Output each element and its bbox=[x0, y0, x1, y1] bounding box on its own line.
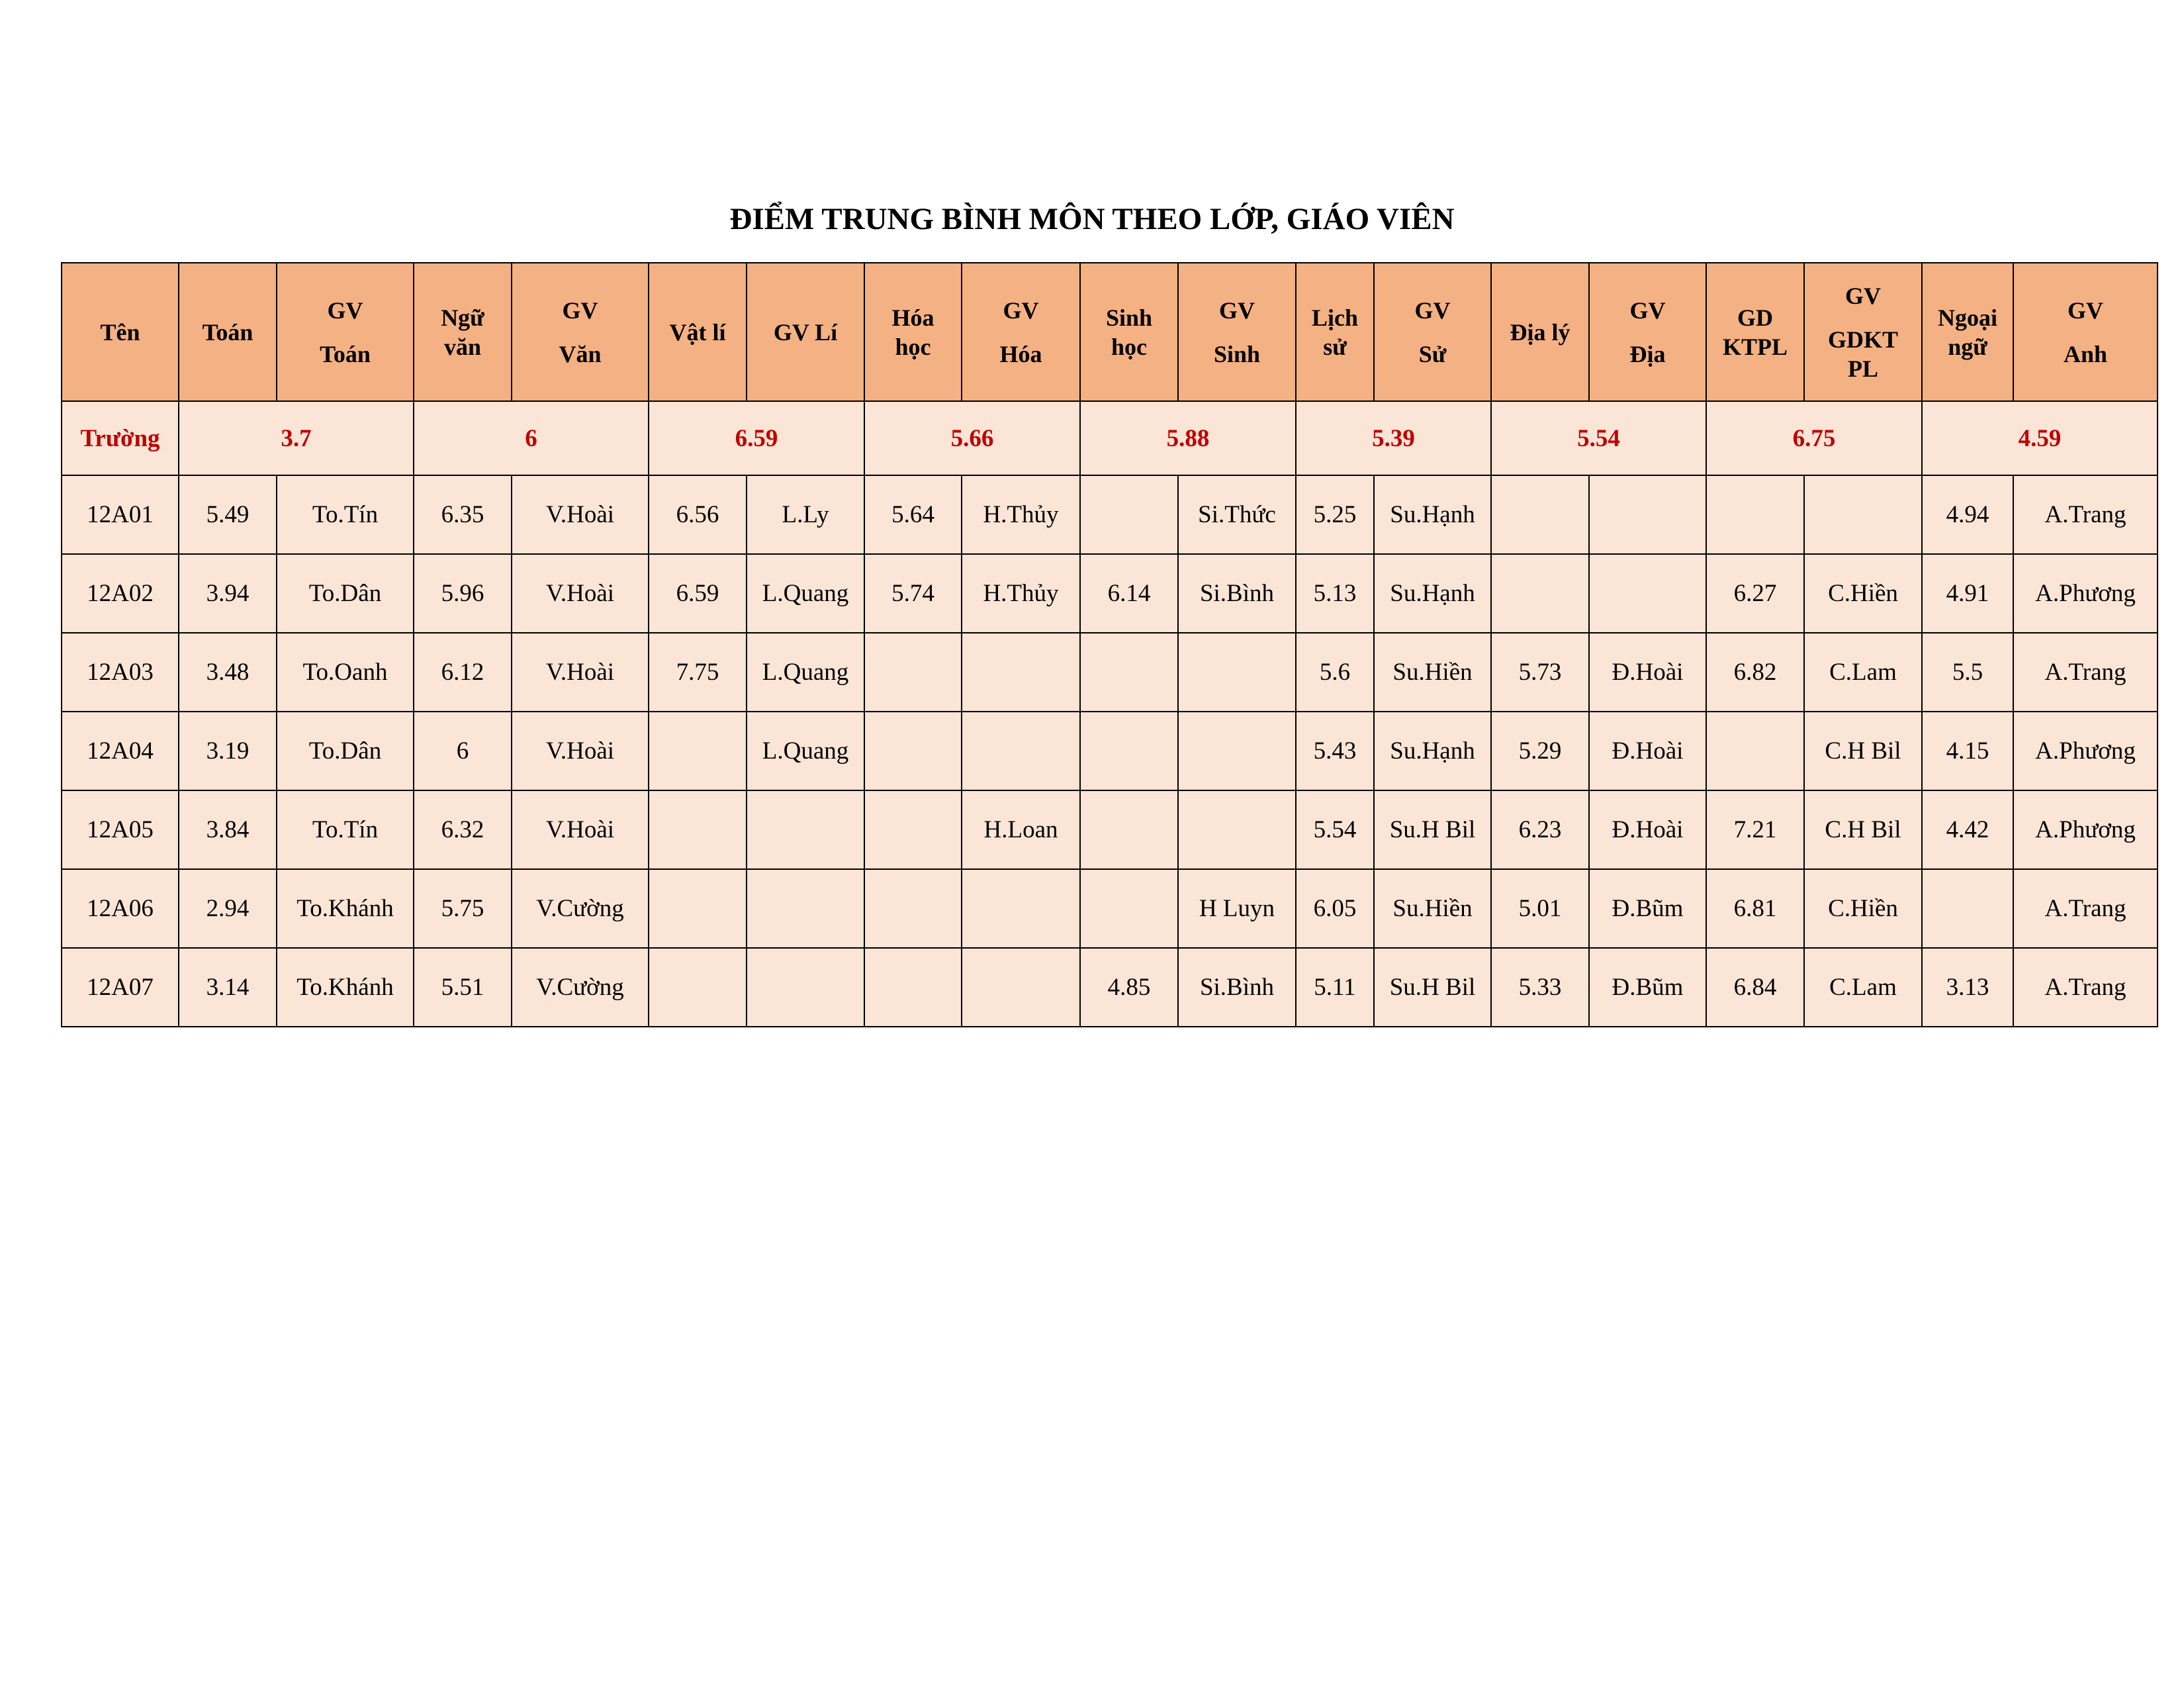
cell-gv-su: Su.H Bil bbox=[1374, 790, 1491, 869]
cell-sinh-hoc-score bbox=[1080, 633, 1178, 712]
header-gv-gdktpl: GV GDKT PL bbox=[1804, 263, 1922, 401]
cell-ngu-van-score: 5.51 bbox=[414, 948, 512, 1027]
cell-hoa-hoc-score bbox=[864, 790, 962, 869]
page-title: ĐIỂM TRUNG BÌNH MÔN THEO LỚP, GIÁO VIÊN bbox=[729, 202, 1455, 236]
cell-hoa-hoc-score bbox=[864, 948, 962, 1027]
cell-vat-li-score bbox=[649, 948, 747, 1027]
cell-sinh-hoc-score bbox=[1080, 712, 1178, 790]
cell-gv-toan: To.Dân bbox=[277, 712, 414, 790]
cell-toan-score: 2.94 bbox=[179, 869, 277, 948]
cell-gv-dia: Đ.Hoài bbox=[1589, 790, 1706, 869]
cell-gv-van: V.Hoài bbox=[512, 475, 649, 554]
cell-toan-score: 3.94 bbox=[179, 554, 277, 633]
cell-gv-hoa bbox=[962, 712, 1080, 790]
cell-ngoai-ngu-score: 4.42 bbox=[1922, 790, 2013, 869]
header-gv-anh: GV Anh bbox=[2013, 263, 2158, 401]
cell-class-name: 12A02 bbox=[62, 554, 179, 633]
cell-gv-li: L.Quang bbox=[747, 712, 864, 790]
header-row bbox=[62, 263, 2158, 401]
cell-gv-sinh: H Luyn bbox=[1178, 869, 1296, 948]
cell-class-name: 12A01 bbox=[62, 475, 179, 554]
cell-gv-li bbox=[747, 948, 864, 1027]
cell-gv-toan: To.Khánh bbox=[277, 869, 414, 948]
school-avg-dia-ly: 5.54 bbox=[1491, 401, 1706, 475]
school-avg-hoa-hoc: 5.66 bbox=[864, 401, 1080, 475]
cell-gv-hoa: H.Loan bbox=[962, 790, 1080, 869]
cell-dia-ly-score: 5.73 bbox=[1491, 633, 1589, 712]
cell-gv-li: L.Quang bbox=[747, 633, 864, 712]
cell-gv-gdktpl: C.Lam bbox=[1804, 948, 1922, 1027]
header-dia-ly: Địa lý bbox=[1491, 263, 1589, 401]
cell-toan-score: 3.84 bbox=[179, 790, 277, 869]
cell-sinh-hoc-score bbox=[1080, 790, 1178, 869]
cell-gv-anh: A.Phương bbox=[2013, 790, 2158, 869]
cell-gv-hoa bbox=[962, 633, 1080, 712]
cell-toan-score: 3.14 bbox=[179, 948, 277, 1027]
cell-gv-gdktpl: C.Hiền bbox=[1804, 554, 1922, 633]
school-avg-toan: 3.7 bbox=[179, 401, 414, 475]
header-toan: Toán bbox=[179, 263, 277, 401]
header-gv-sinh: GV Sinh bbox=[1178, 263, 1296, 401]
cell-gv-hoa: H.Thủy bbox=[962, 475, 1080, 554]
cell-class-name: 12A05 bbox=[62, 790, 179, 869]
cell-hoa-hoc-score: 5.74 bbox=[864, 554, 962, 633]
cell-gd-ktpl-score: 7.21 bbox=[1706, 790, 1804, 869]
cell-gv-dia: Đ.Bũm bbox=[1589, 948, 1706, 1027]
header-lich-su: Lịch sử bbox=[1296, 263, 1374, 401]
table-row bbox=[62, 948, 2158, 1027]
cell-gv-van: V.Hoài bbox=[512, 712, 649, 790]
cell-hoa-hoc-score bbox=[864, 633, 962, 712]
cell-class-name: 12A04 bbox=[62, 712, 179, 790]
cell-gv-su: Su.Hạnh bbox=[1374, 475, 1491, 554]
school-label: Trường bbox=[62, 401, 179, 475]
header-ten: Tên bbox=[62, 263, 179, 401]
cell-dia-ly-score bbox=[1491, 554, 1589, 633]
cell-gv-toan: To.Dân bbox=[277, 554, 414, 633]
cell-gv-dia: Đ.Hoài bbox=[1589, 712, 1706, 790]
cell-gv-anh: A.Trang bbox=[2013, 475, 2158, 554]
school-avg-gd-ktpl: 6.75 bbox=[1706, 401, 1922, 475]
cell-gv-hoa: H.Thủy bbox=[962, 554, 1080, 633]
cell-ngoai-ngu-score bbox=[1922, 869, 2013, 948]
cell-gv-sinh: Si.Bình bbox=[1178, 554, 1296, 633]
header-gv-van: GV Văn bbox=[512, 263, 649, 401]
cell-gv-van: V.Cường bbox=[512, 869, 649, 948]
cell-gv-sinh bbox=[1178, 712, 1296, 790]
header-sinh-hoc: Sinh học bbox=[1080, 263, 1178, 401]
cell-gv-su: Su.H Bil bbox=[1374, 948, 1491, 1027]
cell-gv-sinh: Si.Bình bbox=[1178, 948, 1296, 1027]
cell-class-name: 12A03 bbox=[62, 633, 179, 712]
cell-gv-gdktpl: C.Lam bbox=[1804, 633, 1922, 712]
cell-hoa-hoc-score: 5.64 bbox=[864, 475, 962, 554]
cell-lich-su-score: 5.11 bbox=[1296, 948, 1374, 1027]
cell-sinh-hoc-score: 4.85 bbox=[1080, 948, 1178, 1027]
cell-dia-ly-score: 5.01 bbox=[1491, 869, 1589, 948]
cell-vat-li-score: 6.56 bbox=[649, 475, 747, 554]
cell-sinh-hoc-score bbox=[1080, 869, 1178, 948]
cell-gv-gdktpl: C.Hiền bbox=[1804, 869, 1922, 948]
cell-gv-sinh bbox=[1178, 790, 1296, 869]
cell-ngu-van-score: 5.96 bbox=[414, 554, 512, 633]
cell-gv-van: V.Hoài bbox=[512, 554, 649, 633]
cell-gv-su: Su.Hạnh bbox=[1374, 712, 1491, 790]
cell-class-name: 12A06 bbox=[62, 869, 179, 948]
table-row bbox=[62, 475, 2158, 554]
header-ngu-van: Ngữ văn bbox=[414, 263, 512, 401]
table-row bbox=[62, 633, 2158, 712]
cell-gv-toan: To.Tín bbox=[277, 790, 414, 869]
cell-sinh-hoc-score: 6.14 bbox=[1080, 554, 1178, 633]
cell-gd-ktpl-score bbox=[1706, 712, 1804, 790]
cell-gv-li: L.Ly bbox=[747, 475, 864, 554]
cell-gd-ktpl-score: 6.81 bbox=[1706, 869, 1804, 948]
cell-sinh-hoc-score bbox=[1080, 475, 1178, 554]
cell-gv-dia bbox=[1589, 475, 1706, 554]
table-row bbox=[62, 554, 2158, 633]
cell-ngu-van-score: 6.35 bbox=[414, 475, 512, 554]
cell-ngoai-ngu-score: 3.13 bbox=[1922, 948, 2013, 1027]
cell-dia-ly-score: 6.23 bbox=[1491, 790, 1589, 869]
cell-lich-su-score: 5.13 bbox=[1296, 554, 1374, 633]
cell-gv-li bbox=[747, 790, 864, 869]
grades-table bbox=[61, 262, 2158, 1027]
cell-gv-anh: A.Phương bbox=[2013, 554, 2158, 633]
header-ngoai-ngu: Ngoại ngữ bbox=[1922, 263, 2013, 401]
school-avg-ngoai-ngu: 4.59 bbox=[1922, 401, 2158, 475]
cell-gv-toan: To.Tín bbox=[277, 475, 414, 554]
header-gv-li: GV Lí bbox=[747, 263, 864, 401]
header-gv-su: GV Sử bbox=[1374, 263, 1491, 401]
cell-gv-su: Su.Hiền bbox=[1374, 869, 1491, 948]
cell-vat-li-score: 6.59 bbox=[649, 554, 747, 633]
cell-gv-anh: A.Phương bbox=[2013, 712, 2158, 790]
header-gv-dia: GV Địa bbox=[1589, 263, 1706, 401]
cell-gd-ktpl-score: 6.82 bbox=[1706, 633, 1804, 712]
cell-gv-gdktpl bbox=[1804, 475, 1922, 554]
header-gv-toan: GV Toán bbox=[277, 263, 414, 401]
cell-gv-toan: To.Khánh bbox=[277, 948, 414, 1027]
school-average-row bbox=[62, 401, 2158, 475]
cell-gd-ktpl-score bbox=[1706, 475, 1804, 554]
table-row bbox=[62, 712, 2158, 790]
school-avg-vat-li: 6.59 bbox=[649, 401, 864, 475]
cell-gv-anh: A.Trang bbox=[2013, 869, 2158, 948]
cell-lich-su-score: 5.6 bbox=[1296, 633, 1374, 712]
cell-gv-van: V.Hoài bbox=[512, 790, 649, 869]
cell-ngu-van-score: 6.32 bbox=[414, 790, 512, 869]
cell-vat-li-score bbox=[649, 790, 747, 869]
cell-ngu-van-score: 6.12 bbox=[414, 633, 512, 712]
cell-dia-ly-score: 5.33 bbox=[1491, 948, 1589, 1027]
cell-gd-ktpl-score: 6.27 bbox=[1706, 554, 1804, 633]
cell-ngu-van-score: 5.75 bbox=[414, 869, 512, 948]
cell-vat-li-score bbox=[649, 712, 747, 790]
cell-gv-li bbox=[747, 869, 864, 948]
cell-ngoai-ngu-score: 4.15 bbox=[1922, 712, 2013, 790]
cell-lich-su-score: 5.43 bbox=[1296, 712, 1374, 790]
school-avg-lich-su: 5.39 bbox=[1296, 401, 1491, 475]
table-row bbox=[62, 790, 2158, 869]
header-gd-ktpl: GD KTPL bbox=[1706, 263, 1804, 401]
cell-gv-van: V.Hoài bbox=[512, 633, 649, 712]
cell-hoa-hoc-score bbox=[864, 712, 962, 790]
cell-ngoai-ngu-score: 4.94 bbox=[1922, 475, 2013, 554]
cell-gv-toan: To.Oanh bbox=[277, 633, 414, 712]
cell-gv-gdktpl: C.H Bil bbox=[1804, 712, 1922, 790]
header-hoa-hoc: Hóa học bbox=[864, 263, 962, 401]
cell-gv-hoa bbox=[962, 869, 1080, 948]
table-row bbox=[62, 869, 2158, 948]
cell-toan-score: 3.48 bbox=[179, 633, 277, 712]
school-avg-ngu-van: 6 bbox=[414, 401, 649, 475]
cell-lich-su-score: 5.54 bbox=[1296, 790, 1374, 869]
cell-gv-dia: Đ.Hoài bbox=[1589, 633, 1706, 712]
cell-gv-su: Su.Hiền bbox=[1374, 633, 1491, 712]
cell-vat-li-score: 7.75 bbox=[649, 633, 747, 712]
header-gv-hoa: GV Hóa bbox=[962, 263, 1080, 401]
cell-vat-li-score bbox=[649, 869, 747, 948]
cell-gv-li: L.Quang bbox=[747, 554, 864, 633]
cell-class-name: 12A07 bbox=[62, 948, 179, 1027]
cell-gd-ktpl-score: 6.84 bbox=[1706, 948, 1804, 1027]
cell-gv-sinh: Si.Thức bbox=[1178, 475, 1296, 554]
cell-dia-ly-score bbox=[1491, 475, 1589, 554]
cell-toan-score: 5.49 bbox=[179, 475, 277, 554]
header-vat-li: Vật lí bbox=[649, 263, 747, 401]
cell-ngoai-ngu-score: 4.91 bbox=[1922, 554, 2013, 633]
cell-gv-van: V.Cường bbox=[512, 948, 649, 1027]
cell-gv-gdktpl: C.H Bil bbox=[1804, 790, 1922, 869]
cell-gv-hoa bbox=[962, 948, 1080, 1027]
cell-gv-sinh bbox=[1178, 633, 1296, 712]
cell-ngu-van-score: 6 bbox=[414, 712, 512, 790]
cell-gv-dia bbox=[1589, 554, 1706, 633]
cell-lich-su-score: 5.25 bbox=[1296, 475, 1374, 554]
cell-hoa-hoc-score bbox=[864, 869, 962, 948]
school-avg-sinh-hoc: 5.88 bbox=[1080, 401, 1296, 475]
cell-lich-su-score: 6.05 bbox=[1296, 869, 1374, 948]
cell-gv-anh: A.Trang bbox=[2013, 633, 2158, 712]
cell-toan-score: 3.19 bbox=[179, 712, 277, 790]
cell-gv-anh: A.Trang bbox=[2013, 948, 2158, 1027]
cell-ngoai-ngu-score: 5.5 bbox=[1922, 633, 2013, 712]
cell-gv-dia: Đ.Bũm bbox=[1589, 869, 1706, 948]
cell-dia-ly-score: 5.29 bbox=[1491, 712, 1589, 790]
cell-gv-su: Su.Hạnh bbox=[1374, 554, 1491, 633]
